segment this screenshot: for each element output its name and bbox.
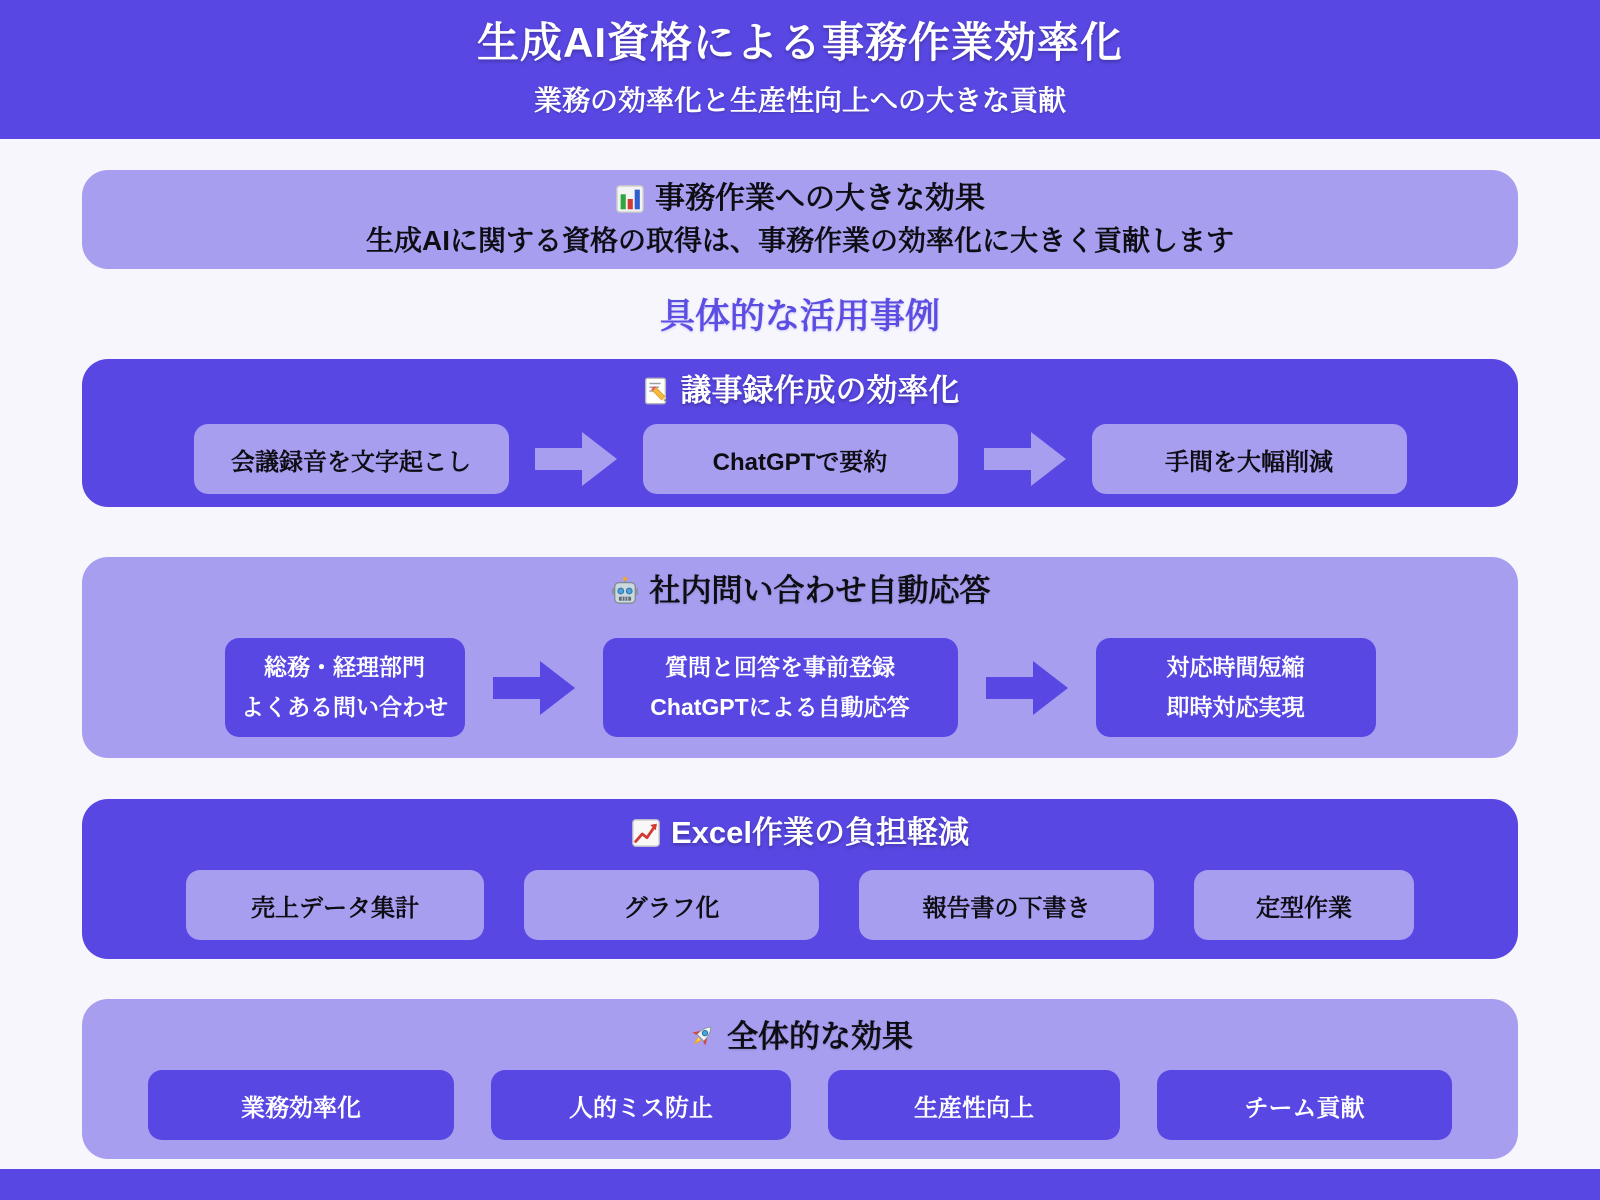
flow-step-line2: ChatGPTによる自動応答 xyxy=(650,693,910,720)
overall-item-error-prevention xyxy=(491,1070,791,1140)
overall-item-label: チーム貢献 xyxy=(1244,1094,1365,1122)
section-excel-title-text: Excel作業の負担軽減 xyxy=(670,815,969,850)
section-excel xyxy=(82,799,1518,959)
section-inquiry xyxy=(82,557,1518,758)
rocket-icon xyxy=(687,1022,717,1052)
section-minutes xyxy=(82,359,1518,507)
flow-step-line1: 質問と回答を事前登録 xyxy=(665,654,895,681)
bar-chart-icon xyxy=(615,184,645,214)
usecases-heading: 具体的な活用事例 xyxy=(659,297,940,336)
section-overall xyxy=(82,999,1518,1159)
inquiry-flow-row xyxy=(225,638,1376,737)
effect-banner-description: 生成AIに関する資格の取得は、事務作業の効率化に大きく貢献します xyxy=(365,224,1234,256)
section-minutes-title xyxy=(641,374,960,408)
flow-step-reduce-effort xyxy=(1092,424,1407,494)
page-subtitle: 業務の効率化と生産性向上への大きな貢献 xyxy=(533,84,1066,116)
flow-step-label: 会議録音を文字起こし xyxy=(231,448,471,476)
excel-item-label: グラフ化 xyxy=(623,894,720,922)
flow-step-transcribe xyxy=(194,424,509,494)
excel-item-routine-work xyxy=(1194,870,1414,940)
overall-item-team-contribution xyxy=(1157,1070,1452,1140)
effect-banner-title xyxy=(615,182,985,217)
excel-item-label: 報告書の下書き xyxy=(922,894,1091,922)
overall-item-productivity xyxy=(828,1070,1120,1140)
arrow-right-icon xyxy=(986,656,1068,720)
section-inquiry-title xyxy=(610,574,991,608)
flow-step-label: 手間を大幅削減 xyxy=(1165,448,1333,476)
flow-step-line1: 総務・経理部門 xyxy=(264,654,425,681)
overall-item-label: 生産性向上 xyxy=(914,1094,1034,1122)
chart-increasing-icon xyxy=(631,818,661,848)
arrow-right-icon xyxy=(493,656,575,720)
flow-step-line2: 即時対応実現 xyxy=(1166,693,1305,720)
flow-step-summarize xyxy=(643,424,958,494)
flow-step-line2: よくある問い合わせ xyxy=(241,693,448,720)
excel-item-report-draft xyxy=(859,870,1154,940)
excel-item-label: 定型作業 xyxy=(1256,894,1352,922)
excel-items-row xyxy=(186,870,1414,940)
page-title: 生成AI資格による事務作業効率化 xyxy=(476,19,1123,67)
overall-item-label: 人的ミス防止 xyxy=(569,1094,713,1122)
section-overall-title xyxy=(687,1020,913,1054)
arrow-right-icon xyxy=(535,427,617,491)
memo-icon xyxy=(641,376,671,406)
flow-step-faster-response xyxy=(1096,638,1376,737)
footer-spacer xyxy=(0,1159,1600,1169)
excel-item-label: 売上データ集計 xyxy=(251,894,419,922)
excel-item-sales-aggregation xyxy=(186,870,484,940)
section-inquiry-title-text: 社内問い合わせ自動応答 xyxy=(649,573,991,608)
flow-step-departments xyxy=(225,638,465,737)
section-excel-title xyxy=(631,816,969,850)
section-overall-title-text: 全体的な効果 xyxy=(727,1019,913,1054)
footer-bar xyxy=(0,1169,1600,1200)
flow-step-line1: 対応時間短縮 xyxy=(1166,654,1305,681)
header xyxy=(0,0,1600,139)
overall-item-label: 業務効率化 xyxy=(241,1094,361,1122)
arrow-right-icon xyxy=(984,427,1066,491)
section-minutes-title-text: 議事録作成の効率化 xyxy=(680,373,960,408)
overall-items-row xyxy=(148,1070,1452,1140)
overall-item-efficiency xyxy=(148,1070,454,1140)
excel-item-graphing xyxy=(524,870,819,940)
effect-banner xyxy=(82,170,1518,269)
flow-step-register-qa xyxy=(603,638,958,737)
minutes-flow-row xyxy=(194,424,1407,494)
effect-banner-title-text: 事務作業への大きな効果 xyxy=(655,182,985,216)
flow-step-label: ChatGPTで要約 xyxy=(712,448,888,476)
robot-icon xyxy=(610,576,640,606)
